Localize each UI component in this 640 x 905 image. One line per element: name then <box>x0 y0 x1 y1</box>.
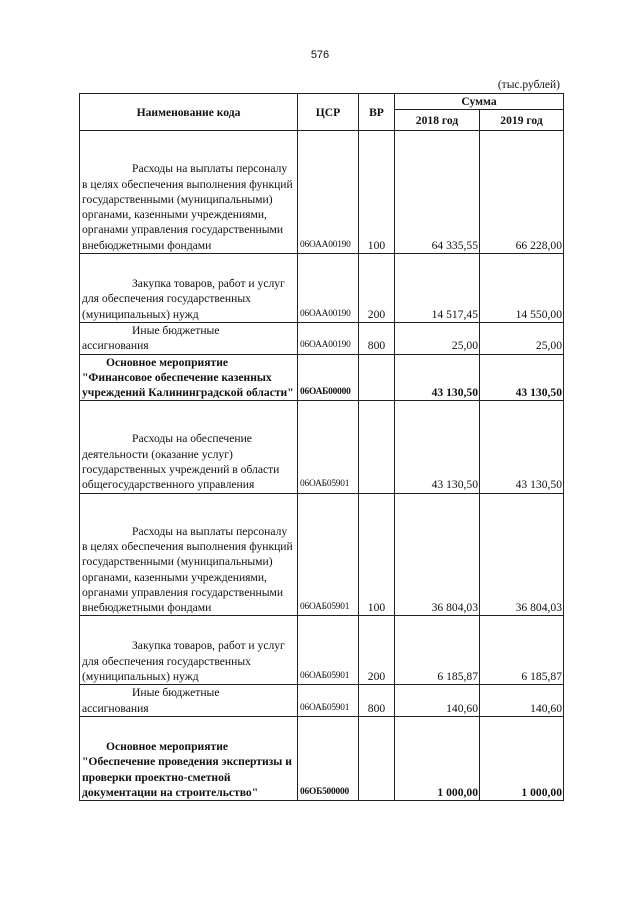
row-name <box>80 254 298 323</box>
row-name-rest: для обеспечения государственных (муниципальных) нужд <box>82 654 251 684</box>
row-code: 06ОАБ05901 <box>298 616 359 685</box>
row-vr: 200 <box>359 616 395 685</box>
row-name-first: Расходы на выплаты персоналу <box>132 162 288 176</box>
table-row <box>80 322 564 354</box>
row-name-rest: в целях обеспечения выполнения функций государственными (муниципальными) органами, казенными учреждениями, органами управления государственными внебюджетными фондами <box>82 539 293 615</box>
row-vr: 800 <box>359 322 395 354</box>
row-name-first: Основное мероприятие <box>106 355 229 369</box>
row-vr <box>359 354 395 401</box>
row-vr: 800 <box>359 685 395 717</box>
row-2018: 25,00 <box>395 322 480 354</box>
table-row <box>80 131 564 254</box>
row-2018: 43 130,50 <box>395 401 480 493</box>
row-2019: 14 550,00 <box>480 254 564 323</box>
row-name-first: Расходы на выплаты персоналу <box>132 524 288 538</box>
row-2018: 36 804,03 <box>395 493 480 616</box>
row-code: 06ОАА00190 <box>298 131 359 254</box>
row-vr: 100 <box>359 131 395 254</box>
row-2019: 66 228,00 <box>480 131 564 254</box>
row-name-first: Иные бюджетные <box>132 686 220 700</box>
row-name <box>80 716 298 800</box>
row-2018: 64 335,55 <box>395 131 480 254</box>
header-year-2019: 2019 год <box>480 110 564 131</box>
header-year-2018: 2018 год <box>395 110 480 131</box>
row-2019: 43 130,50 <box>480 401 564 493</box>
row-name-first: Закупка товаров, работ и услуг <box>132 639 285 653</box>
row-2019: 140,60 <box>480 685 564 717</box>
row-2018: 140,60 <box>395 685 480 717</box>
row-2019: 1 000,00 <box>480 716 564 800</box>
row-name <box>80 354 298 401</box>
table-row <box>80 354 564 401</box>
table-row <box>80 716 564 800</box>
table-row <box>80 254 564 323</box>
row-name <box>80 685 298 717</box>
row-name-rest: ассигнования <box>82 701 149 715</box>
row-name-rest: для обеспечения государственных (муниципальных) нужд <box>82 292 251 321</box>
row-name-first: Иные бюджетные <box>132 323 220 337</box>
table-header-row <box>80 94 564 110</box>
row-code: 06ОАБ05901 <box>298 401 359 493</box>
row-2019: 25,00 <box>480 322 564 354</box>
table-row <box>80 401 564 493</box>
budget-table <box>79 93 564 801</box>
row-name-rest: деятельности (оказание услуг) государственных учреждений в области общегосударственного управления <box>82 447 280 492</box>
row-name-first: Закупка товаров, работ и услуг <box>132 277 285 291</box>
row-code: 06ОАА00190 <box>298 254 359 323</box>
row-2018: 43 130,50 <box>395 354 480 401</box>
row-vr: 100 <box>359 493 395 616</box>
table-row <box>80 685 564 717</box>
row-name-first: Основное мероприятие <box>106 739 229 753</box>
row-name-rest: "Обеспечение проведения экспертизы и проверки проектно-сметной документации на строительство" <box>82 755 292 799</box>
row-name-first: Расходы на обеспечение <box>132 432 252 446</box>
row-name <box>80 493 298 616</box>
row-code: 06ОБ500000 <box>298 716 359 800</box>
row-code: 06ОАБ05901 <box>298 493 359 616</box>
row-name <box>80 616 298 685</box>
row-2018: 14 517,45 <box>395 254 480 323</box>
row-name <box>80 401 298 493</box>
header-name: Наименование кода <box>80 94 298 131</box>
header-sum: Сумма <box>395 94 564 110</box>
row-code: 06ОАБ00000 <box>298 354 359 401</box>
page-number: 576 <box>310 49 330 61</box>
row-name-rest: "Финансовое обеспечение казенных учреждений Калининградской области" <box>82 370 294 400</box>
row-code: 06ОАА00190 <box>298 322 359 354</box>
row-2018: 6 185,87 <box>395 616 480 685</box>
row-2019: 43 130,50 <box>480 354 564 401</box>
row-2018: 1 000,00 <box>395 716 480 800</box>
row-name <box>80 131 298 254</box>
row-name-rest: в целях обеспечения выполнения функций государственными (муниципальными) органами, казенными учреждениями, органами управления государственными внебюджетными фондами <box>82 177 293 252</box>
row-vr <box>359 401 395 493</box>
row-vr <box>359 716 395 800</box>
row-code: 06ОАБ05901 <box>298 685 359 717</box>
table-row <box>80 616 564 685</box>
table-row <box>80 493 564 616</box>
row-2019: 36 804,03 <box>480 493 564 616</box>
header-vr: ВР <box>359 94 395 131</box>
row-vr: 200 <box>359 254 395 323</box>
row-name-rest: ассигнования <box>82 339 149 353</box>
header-csr: ЦСР <box>298 94 359 131</box>
row-name <box>80 322 298 354</box>
units-label: (тыс.рублей) <box>497 79 560 91</box>
row-2019: 6 185,87 <box>480 616 564 685</box>
